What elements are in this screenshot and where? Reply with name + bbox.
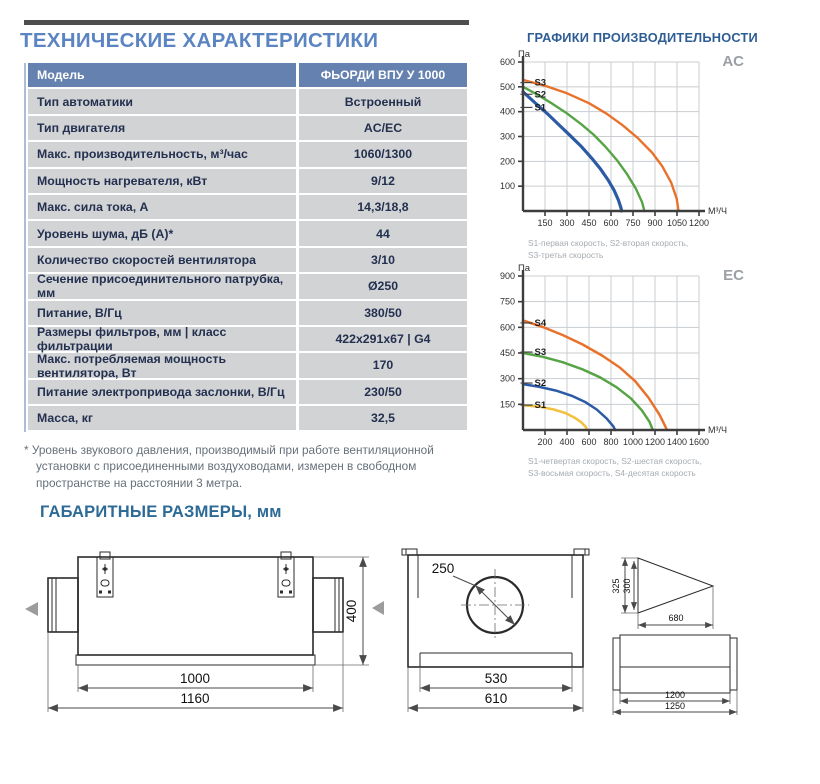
row-value: Встроенный [299,89,467,113]
table-row [28,89,467,113]
svg-text:S1: S1 [534,102,547,114]
svg-text:300: 300 [559,218,575,228]
mounting-bracket [97,552,113,597]
front-view-drawing [395,540,605,726]
corner-tab [402,549,417,555]
diffuser-cone [638,558,713,613]
ec-performance-chart [500,262,750,454]
row-label: Макс. производительность, м³/час [28,142,296,166]
svg-text:S3: S3 [534,347,547,359]
dim-front-outer: 610 [484,691,508,706]
svg-text:600: 600 [500,322,515,333]
table-row [28,301,467,325]
section-divider [24,20,469,25]
header-value: ФЬОРДИ ВПУ У 1000 [299,63,467,87]
row-label: Количество скоростей вентилятора [28,248,296,272]
row-value: 380/50 [299,301,467,325]
svg-text:1200: 1200 [688,218,710,228]
dim-side-height: 400 [344,599,359,623]
row-label: Тип автоматики [28,89,296,113]
dim-cone-inner-height: 300 [622,578,632,594]
svg-text:300: 300 [500,131,515,142]
svg-text:1000: 1000 [622,437,644,447]
cone-and-top-view-drawing [608,540,813,726]
charts-section-title: ГРАФИКИ ПРОИЗВОДИТЕЛЬНОСТИ [527,30,758,45]
table-row [28,169,467,193]
svg-text:S4: S4 [534,317,547,329]
svg-text:Па: Па [517,49,531,60]
row-value: 9/12 [299,169,467,193]
row-value: 230/50 [299,380,467,404]
row-label: Тип двигателя [28,116,296,140]
svg-text:300: 300 [500,373,515,384]
svg-text:150: 150 [537,218,553,228]
row-label: Макс. потребляемая мощность вентилятора, Вт [28,353,296,377]
corner-tab [574,549,589,555]
svg-text:900: 900 [647,218,663,228]
svg-text:750: 750 [625,218,641,228]
svg-text:150: 150 [500,399,515,410]
table-row [28,248,467,272]
svg-text:600: 600 [500,57,515,67]
svg-text:М³/Ч: М³/Ч [708,206,727,216]
row-value: 14,3/18,8 [299,195,467,219]
svg-text:800: 800 [603,437,619,447]
svg-text:400: 400 [500,106,515,117]
svg-text:200: 200 [537,437,553,447]
svg-text:S2: S2 [534,378,547,390]
row-value: 422x291x67 | G4 [299,327,467,351]
ac-performance-chart [500,48,750,234]
table-row [28,380,467,404]
row-label: Уровень шума, дБ (А)* [28,221,296,245]
svg-text:S2: S2 [534,89,547,101]
dim-side-outer: 1160 [180,691,210,706]
table-row [28,195,467,219]
dim-side-inner: 1000 [179,671,211,686]
airflow-arrow-right [372,601,384,615]
row-value: 170 [299,353,467,377]
svg-text:900: 900 [500,271,515,281]
svg-text:1050: 1050 [666,218,688,228]
table-row [28,272,467,301]
row-value: Ø250 [299,274,467,298]
page-title: ТЕХНИЧЕСКИЕ ХАРАКТЕРИСТИКИ [20,29,379,52]
spec-table [24,63,467,432]
row-label: Масса, кг [28,406,296,430]
svg-text:S1: S1 [534,400,547,412]
svg-text:750: 750 [500,296,515,307]
dim-top-inner: 1200 [664,690,686,700]
top-view-box [620,635,730,693]
svg-text:400: 400 [559,437,575,447]
svg-text:1600: 1600 [688,437,710,447]
svg-text:450: 450 [581,218,597,228]
svg-text:600: 600 [603,218,619,228]
svg-text:AC: AC [722,53,744,70]
dim-top-outer: 1250 [664,701,686,711]
dim-front-inner: 530 [484,671,508,686]
table-row [28,221,467,245]
svg-text:100: 100 [500,181,515,192]
header-label: Модель [28,63,296,87]
table-header-row [28,63,467,87]
ac-chart-caption: S1-первая скорость, S2-вторая скорость, S3-третья скорость [528,238,689,261]
svg-text:EC: EC [723,267,744,284]
table-row [28,142,467,166]
dim-cone-length: 680 [668,613,684,623]
svg-text:М³/Ч: М³/Ч [708,425,727,435]
row-value: 44 [299,221,467,245]
row-value: 32,5 [299,406,467,430]
row-value: AC/EC [299,116,467,140]
row-label: Сечение присоединительного патрубка, мм [28,274,296,298]
row-label: Питание, В/Гц [28,301,296,325]
dimensions-section-title: ГАБАРИТНЫЕ РАЗМЕРЫ, мм [40,503,282,521]
svg-text:S3: S3 [534,77,547,89]
side-view-drawing [20,540,392,726]
svg-text:1400: 1400 [666,437,688,447]
table-row [28,351,467,380]
row-label: Питание электропривода заслонки, В/Гц [28,380,296,404]
mounting-bracket [278,552,294,597]
table-row [28,406,467,430]
noise-footnote: * Уровень звукового давления, производимый при работе вентиляционной установки с присоединенными воздуховодами, измерен в свободном пространстве на расстоянии 3 метра. [24,443,434,490]
row-value: 3/10 [299,248,467,272]
svg-text:450: 450 [500,348,515,358]
table-row [28,116,467,140]
ec-chart-caption: S1-четвертая скорость, S2-шестая скорость, S3-восьмая скорость, S4-десятая скорость [528,456,702,479]
svg-text:Па: Па [517,263,531,274]
table-row [28,325,467,354]
airflow-arrow-left [25,602,38,616]
dim-cone-outer-height: 325 [611,578,621,594]
row-label: Макс. сила тока, А [28,195,296,219]
row-value: 1060/1300 [299,142,467,166]
svg-text:200: 200 [500,156,515,167]
svg-text:500: 500 [500,81,515,92]
row-label: Мощность нагревателя, кВт [28,169,296,193]
row-label: Размеры фильтров, мм | класс фильтрации [28,327,296,351]
svg-text:600: 600 [581,437,597,447]
svg-text:1200: 1200 [644,437,666,447]
dim-front-diameter: 250 [431,561,455,576]
